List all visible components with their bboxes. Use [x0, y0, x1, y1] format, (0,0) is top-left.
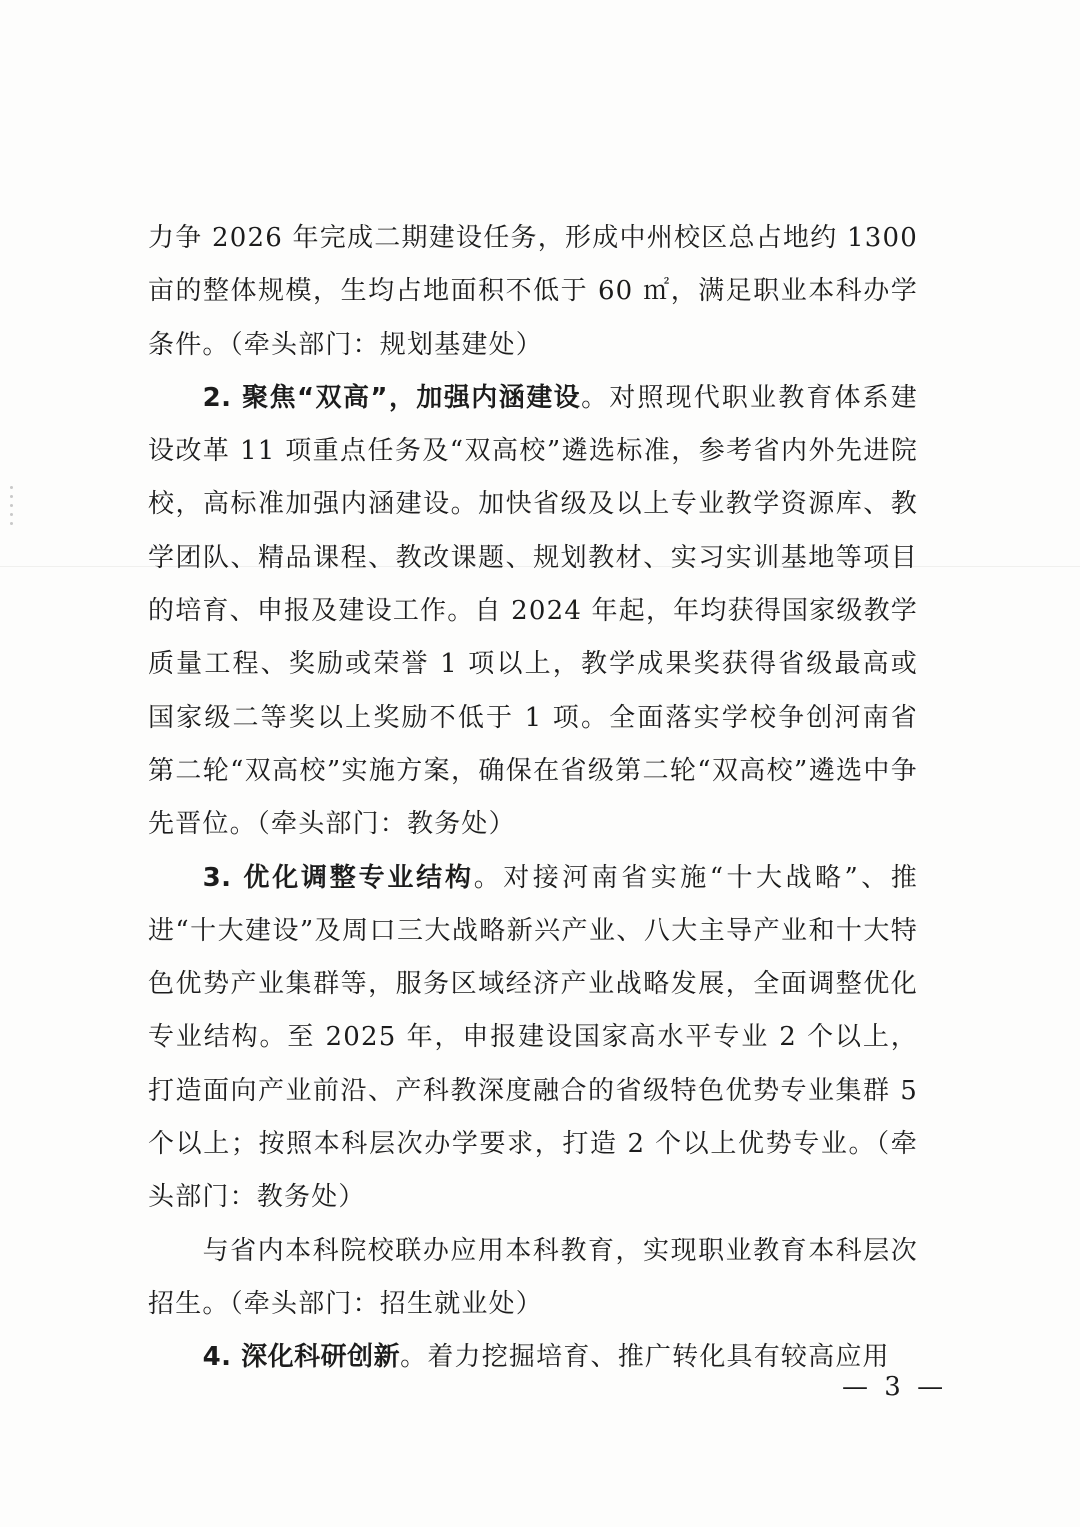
binding-dot	[10, 504, 13, 507]
paragraph-major-structure	[148, 852, 918, 1225]
document-body	[148, 212, 918, 1385]
binding-dot	[10, 495, 13, 498]
section-heading: 3. 优化调整专业结构	[202, 862, 474, 893]
paragraph-text: 与省内本科院校联办应用本科教育，实现职业教育本科层次招生。（牵头部门：招生就业处）	[148, 1235, 918, 1319]
binding-dot	[10, 513, 13, 516]
page-number: — 3 —	[842, 1372, 948, 1402]
section-heading: 4. 深化科研创新	[202, 1342, 401, 1373]
paragraph-research-innovation	[148, 1331, 918, 1384]
paragraph-continuation	[148, 212, 918, 372]
binding-dot	[10, 486, 13, 489]
paragraph-text: 力争 2026 年完成二期建设任务，形成中州校区总占地约 1300 亩的整体规模，生均占地面积不低于 60 ㎡，满足职业本科办学条件。（牵头部门：规划基建处）	[148, 223, 918, 360]
binding-hole-marks	[6, 480, 18, 570]
binding-dot	[10, 522, 13, 525]
paragraph-text: 。对照现代职业教育体系建设改革 11 项重点任务及“双高校”遴选标准，参考省内外先进院校，高标准加强内涵建设。加快省级及以上专业教学资源库、教学团队、精品课程、教改课题、规划教材、实习实训基地等项目的培育、申报及建设工作。自 2024 年起，年均获得国家级教学质量工程、奖励或荣誉 1 项以上，教学成果奖获得省级最高或国家级二等奖以上奖励不低于 1 项。全面落实学校争创河南省第二轮“双高校”实施方案，确保在省级第二轮“双高校”遴选中争先晋位。（牵头部门：教务处）	[148, 382, 918, 840]
paragraph-text: 。着力挖掘培育、推广转化具有较高应用	[400, 1342, 890, 1373]
paragraph-text: 。对接河南省实施“十大战略”、推进“十大建设”及周口三大战略新兴产业、八大主导产业和十大特色优势产业集群等，服务区域经济产业战略发展，全面调整优化专业结构。至 2025 年，申报建设国家高水平专业 2 个以上，打造面向产业前沿、产科教深度融合的省级特色优势专业集群 5 个以上；按照本科层次办学要求，打造 2 个以上优势专业。（牵头部门：教务处）	[148, 862, 918, 1213]
section-heading: 2. 聚焦“双高”，加强内涵建设	[202, 382, 582, 413]
paragraph-double-high	[148, 372, 918, 852]
paragraph-undergraduate-joint	[148, 1225, 918, 1332]
